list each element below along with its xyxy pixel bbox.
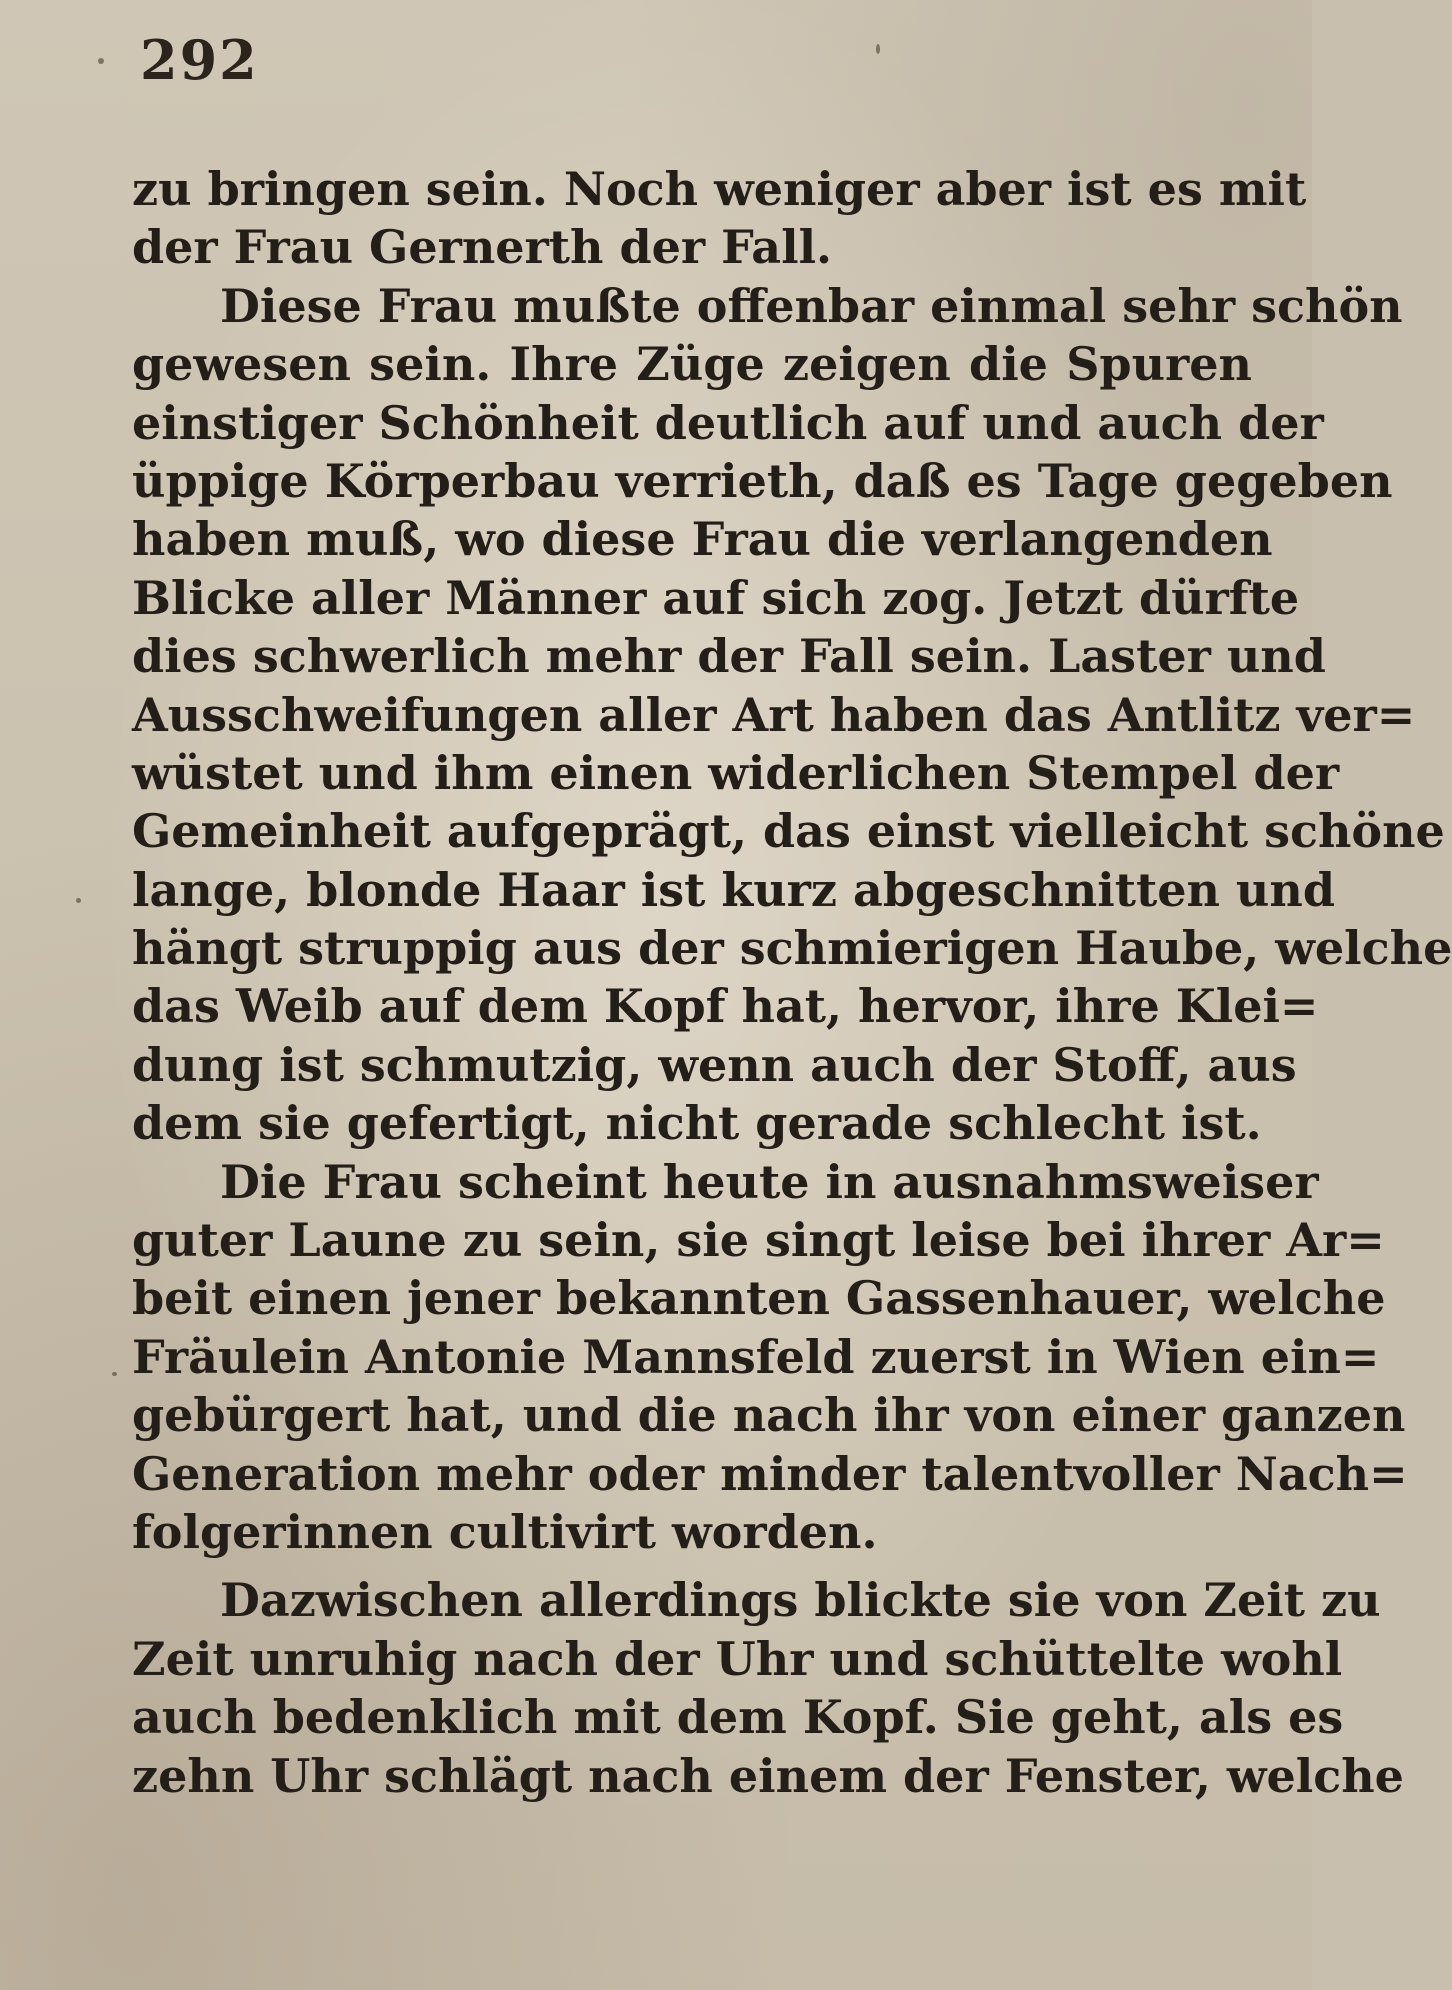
text-line: Zeit unruhig nach der Uhr und schüttelte wohl	[132, 1631, 1343, 1686]
text-line: beit einen jener bekannten Gassenhauer, welche	[132, 1271, 1386, 1326]
text-line: dem sie gefertigt, nicht gerade schlecht ist.	[132, 1096, 1262, 1151]
ink-speck	[98, 58, 104, 64]
text-line: Ausschweifungen aller Art haben das Antlitz ver=	[132, 687, 1416, 742]
ink-speck	[112, 1372, 117, 1376]
text-line: wüstet und ihm einen widerlichen Stempel der	[132, 745, 1340, 800]
text-line: dung ist schmutzig, wenn auch der Stoff, aus	[132, 1037, 1297, 1092]
ink-speck	[76, 898, 81, 903]
text-line: lange, blonde Haar ist kurz abgeschnitten und	[132, 862, 1335, 917]
text-line: Die Frau scheint heute in ausnahmsweiser	[220, 1154, 1319, 1209]
text-line: einstiger Schönheit deutlich auf und auch der	[132, 395, 1324, 450]
text-line: das Weib auf dem Kopf hat, hervor, ihre Klei=	[132, 979, 1319, 1034]
text-line: Dazwischen allerdings blickte sie von Zeit zu	[220, 1573, 1381, 1628]
text-line: dies schwerlich mehr der Fall sein. Laster und	[132, 629, 1326, 684]
body-text	[132, 160, 1452, 1805]
text-line: Fräulein Antonie Mannsfeld zuerst in Wien ein=	[132, 1329, 1380, 1384]
text-line: Blicke aller Männer auf sich zog. Jetzt dürfte	[132, 570, 1300, 625]
text-line: der Frau Gernerth der Fall.	[132, 220, 833, 275]
paragraph-gap	[132, 1561, 1252, 1571]
text-line: Diese Frau mußte offenbar einmal sehr schön	[220, 278, 1403, 333]
text-line: folgerinnen cultivirt worden.	[132, 1504, 878, 1559]
text-line: zehn Uhr schlägt nach einem der Fenster, welche	[132, 1748, 1404, 1803]
text-line: auch bedenklich mit dem Kopf. Sie geht, als es	[132, 1690, 1344, 1745]
ink-speck	[876, 44, 880, 54]
text-line: Gemeinheit aufgeprägt, das einst vielleicht schöne	[132, 804, 1445, 859]
text-line: Generation mehr oder minder talentvoller Nach=	[132, 1446, 1408, 1501]
text-line: gebürgert hat, und die nach ihr von einer ganzen	[132, 1388, 1406, 1443]
text-line: gewesen sein. Ihre Züge zeigen die Spuren	[132, 337, 1252, 392]
text-line: guter Laune zu sein, sie singt leise bei ihrer Ar=	[132, 1213, 1385, 1268]
text-line: hängt struppig aus der schmierigen Haube, welche	[132, 921, 1452, 976]
page-number: 292	[140, 28, 259, 92]
text-line: haben muß, wo diese Frau die verlangenden	[132, 512, 1273, 567]
text-line: üppige Körperbau verrieth, daß es Tage gegeben	[132, 453, 1393, 508]
text-line: zu bringen sein. Noch weniger aber ist es mit	[132, 162, 1307, 216]
